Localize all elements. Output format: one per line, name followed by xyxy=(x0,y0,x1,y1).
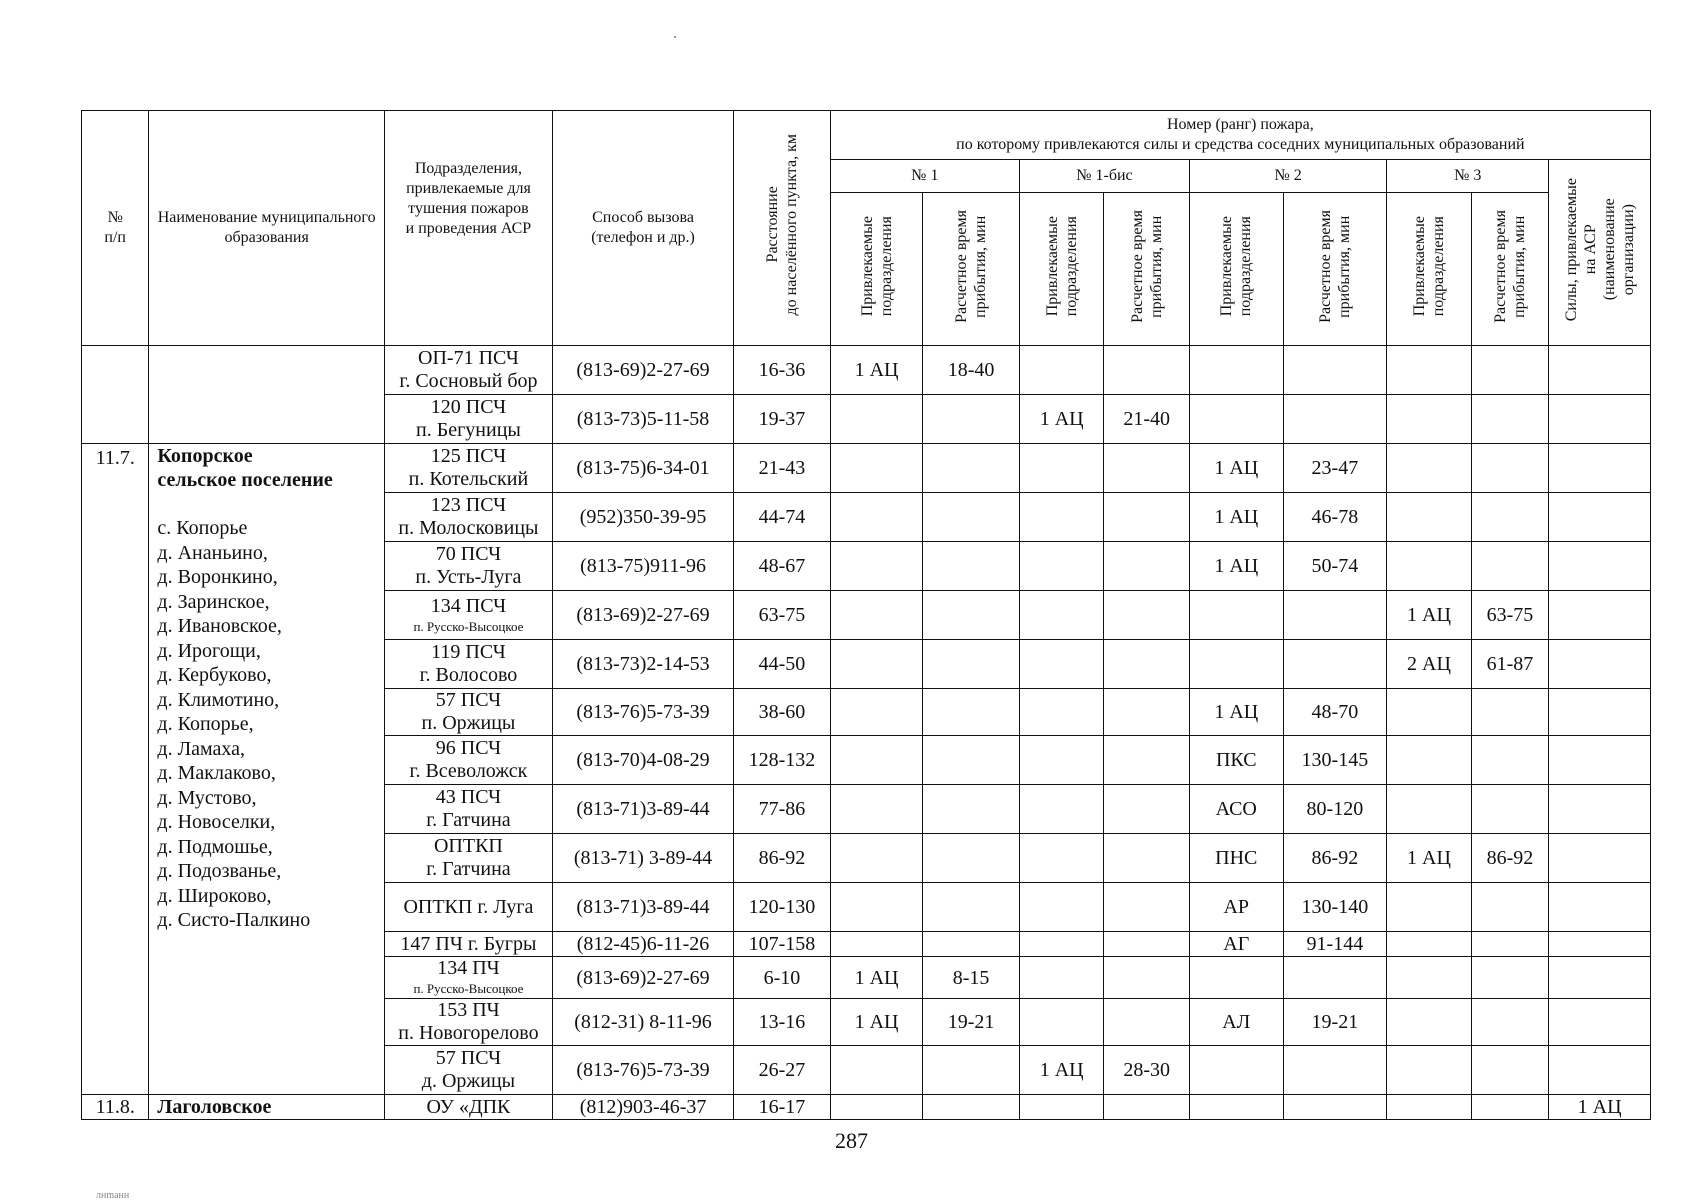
rank-value-cell: 1 АЦ xyxy=(1019,1046,1104,1095)
rank-value-cell xyxy=(830,883,923,932)
asr-cell xyxy=(1549,785,1651,834)
rank-value-cell xyxy=(1104,493,1190,542)
rank-value-cell xyxy=(1283,346,1387,395)
rank-value-cell xyxy=(1387,1046,1472,1095)
distance-cell: 120-130 xyxy=(734,883,831,932)
settlements-list xyxy=(157,516,383,933)
rank-value-cell: 19-21 xyxy=(923,999,1020,1046)
unit-name: 57 ПСЧ xyxy=(435,1047,502,1069)
settlement-item: д. Кербуково, xyxy=(157,664,272,686)
prev-num-cell xyxy=(82,346,149,444)
rank-value-cell xyxy=(1019,999,1104,1046)
unit-name: 147 ПЧ г. Бугры xyxy=(400,933,537,955)
rank-value-cell xyxy=(1104,689,1190,736)
rank-value-cell xyxy=(1019,689,1104,736)
rank-value-cell: 91-144 xyxy=(1283,932,1387,957)
rank-value-cell xyxy=(923,640,1020,689)
rank-value-cell xyxy=(1471,785,1548,834)
unit-cell xyxy=(384,785,552,834)
distance-cell: 48-67 xyxy=(734,542,831,591)
unit-cell xyxy=(384,640,552,689)
rank-value-cell xyxy=(1019,834,1104,883)
rank-value-cell xyxy=(923,689,1020,736)
asr-cell xyxy=(1549,883,1651,932)
rank-value-cell xyxy=(1471,444,1548,493)
rank-value-cell xyxy=(1019,932,1104,957)
rank-value-cell: 130-145 xyxy=(1283,736,1387,785)
distance-cell: 86-92 xyxy=(734,834,831,883)
rank-value-cell xyxy=(1471,493,1548,542)
rank-value-cell: АГ xyxy=(1189,932,1283,957)
rank-3-units-header: Привлекаемые подразделения xyxy=(1387,193,1472,346)
rank-value-cell xyxy=(1283,640,1387,689)
phone-cell: (813-69)2-27-69 xyxy=(552,957,733,999)
rank-value-cell: 1 АЦ xyxy=(1189,542,1283,591)
rank-value-cell xyxy=(923,542,1020,591)
rank-value-cell xyxy=(1387,542,1472,591)
rank-value-cell xyxy=(830,640,923,689)
rank-value-cell xyxy=(1104,834,1190,883)
rank-value-cell xyxy=(923,1046,1020,1095)
rank-value-cell xyxy=(1471,736,1548,785)
unit-cell xyxy=(384,689,552,736)
rank-value-cell xyxy=(1471,542,1548,591)
rank-value-cell xyxy=(1104,640,1190,689)
municipality-name: Лаголовское xyxy=(149,1095,384,1120)
rank-value-cell: 63-75 xyxy=(1471,591,1548,640)
table-row xyxy=(82,1095,1651,1120)
rank-1bis-header: № 1-бис xyxy=(1019,160,1189,193)
rank-value-cell xyxy=(1387,493,1472,542)
rank-value-cell xyxy=(1019,785,1104,834)
unit-name: 57 ПСЧ xyxy=(435,689,502,711)
rank-value-cell: 1 АЦ xyxy=(830,999,923,1046)
rank-value-cell: 19-21 xyxy=(1283,999,1387,1046)
settlement-item: д. Мустово, xyxy=(157,786,257,809)
distance-cell: 44-74 xyxy=(734,493,831,542)
rank-value-cell xyxy=(1471,689,1548,736)
unit-cell xyxy=(384,395,552,444)
unit-cell xyxy=(384,883,552,932)
phone-cell: (952)350-39-95 xyxy=(552,493,733,542)
rank-value-cell: 80-120 xyxy=(1283,785,1387,834)
rank-value-cell: 86-92 xyxy=(1471,834,1548,883)
asr-forces-header: Силы, привлекаемые на АСР (наименование организации) xyxy=(1549,160,1651,346)
unit-location: п. Оржицы xyxy=(421,712,516,734)
unit-location: п. Усть-Луга xyxy=(415,566,522,588)
rank-value-cell xyxy=(1104,957,1190,999)
unit-location: г. Гатчина xyxy=(426,809,511,831)
settlement-item: д. Широково, xyxy=(157,884,272,907)
unit-name: 125 ПСЧ xyxy=(430,445,507,467)
rank-1-header: № 1 xyxy=(830,160,1019,193)
settlement-item: д. Маклаково, xyxy=(157,762,276,784)
rank-value-cell xyxy=(1189,1046,1283,1095)
rank-value-cell: АР xyxy=(1189,883,1283,932)
rank-value-cell: 23-47 xyxy=(1283,444,1387,493)
rank-value-cell: 1 АЦ xyxy=(1387,591,1472,640)
unit-cell xyxy=(384,834,552,883)
rank-value-cell xyxy=(1019,1095,1104,1120)
distance-cell: 16-17 xyxy=(734,1095,831,1120)
scan-footer-stamp: лнmанн xyxy=(96,1190,130,1201)
phone-cell: (813-69)2-27-69 xyxy=(552,346,733,395)
rank-value-cell xyxy=(1387,346,1472,395)
rank-value-cell xyxy=(830,1046,923,1095)
unit-name: 134 ПЧ xyxy=(437,957,500,979)
rank-2-units-header: Привлекаемые подразделения xyxy=(1189,193,1283,346)
unit-cell xyxy=(384,591,552,640)
rank-value-cell xyxy=(1387,444,1472,493)
settlement-item: с. Копорье xyxy=(157,517,248,539)
unit-location: г. Волосово xyxy=(419,664,518,686)
unit-location: п. Котельский xyxy=(408,468,529,490)
phone-cell: (813-75)911-96 xyxy=(552,542,733,591)
rank-3-time-header: Расчетное время прибытия, мин xyxy=(1471,193,1548,346)
rank-value-cell xyxy=(1189,640,1283,689)
unit-cell: ОУ «ДПК xyxy=(384,1095,552,1120)
asr-cell xyxy=(1549,736,1651,785)
rank-value-cell: 1 АЦ xyxy=(830,957,923,999)
asr-cell: 1 АЦ xyxy=(1549,1095,1651,1120)
settlement-item: д. Ивановское, xyxy=(157,615,282,637)
rank-value-cell xyxy=(923,591,1020,640)
rank-value-cell xyxy=(923,883,1020,932)
rank-value-cell xyxy=(923,834,1020,883)
table-row xyxy=(82,346,1651,395)
page-number: 287 xyxy=(835,1128,868,1153)
rank-value-cell: 130-140 xyxy=(1283,883,1387,932)
rank-value-cell xyxy=(830,444,923,493)
rank-value-cell xyxy=(1104,591,1190,640)
rank-value-cell: 8-15 xyxy=(923,957,1020,999)
rank-value-cell xyxy=(1104,736,1190,785)
rank-1bis-units-header: Привлекаемые подразделения xyxy=(1019,193,1104,346)
phone-cell: (813-75)6-34-01 xyxy=(552,444,733,493)
phone-cell: (812)903-46-37 xyxy=(552,1095,733,1120)
unit-cell xyxy=(384,932,552,957)
rank-value-cell xyxy=(1189,1095,1283,1120)
settlement-item: д. Систо-Палкино xyxy=(157,909,311,931)
rank-value-cell: АЛ xyxy=(1189,999,1283,1046)
rank-value-cell xyxy=(923,785,1020,834)
rank-value-cell: 1 АЦ xyxy=(1387,834,1472,883)
rank-value-cell xyxy=(1019,542,1104,591)
col-header-distance: Расстояние до населённого пункта, км xyxy=(734,111,831,346)
asr-cell xyxy=(1549,591,1651,640)
distance-cell: 77-86 xyxy=(734,785,831,834)
phone-cell: (813-69)2-27-69 xyxy=(552,591,733,640)
phone-cell: (812-31) 8-11-96 xyxy=(552,999,733,1046)
rank-value-cell: ПКС xyxy=(1189,736,1283,785)
phone-cell: (813-70)4-08-29 xyxy=(552,736,733,785)
rank-value-cell xyxy=(830,1095,923,1120)
unit-name: 153 ПЧ xyxy=(437,999,500,1021)
unit-cell xyxy=(384,346,552,395)
rank-value-cell xyxy=(1104,883,1190,932)
municipality-name: Копорское xyxy=(157,445,253,467)
unit-location: д. Оржицы xyxy=(421,1070,516,1092)
rank-2-header: № 2 xyxy=(1189,160,1386,193)
unit-cell xyxy=(384,957,552,999)
distance-cell: 63-75 xyxy=(734,591,831,640)
col-header-mo-name: Наименование муниципального образования xyxy=(149,111,384,346)
rank-value-cell xyxy=(923,932,1020,957)
rank-value-cell xyxy=(1387,932,1472,957)
phone-cell: (813-73)5-11-58 xyxy=(552,395,733,444)
settlement-item: д. Климотино, xyxy=(157,688,280,711)
rank-value-cell xyxy=(1283,957,1387,999)
rank-value-cell xyxy=(830,542,923,591)
asr-cell xyxy=(1549,957,1651,999)
rank-value-cell xyxy=(1471,957,1548,999)
settlement-item: д. Подмошье, xyxy=(157,835,273,858)
unit-name: ОПТКП xyxy=(433,835,503,857)
rank-value-cell: 86-92 xyxy=(1283,834,1387,883)
rank-value-cell: 48-70 xyxy=(1283,689,1387,736)
unit-cell xyxy=(384,1046,552,1095)
asr-cell xyxy=(1549,395,1651,444)
rank-value-cell xyxy=(1387,395,1472,444)
rank-value-cell: ПНС xyxy=(1189,834,1283,883)
col-header-call: Способ вызова (телефон и др.) xyxy=(552,111,733,346)
unit-name: 70 ПСЧ xyxy=(435,543,502,565)
rank-value-cell xyxy=(1283,1046,1387,1095)
fire-forces-table xyxy=(81,110,1651,1120)
rank-value-cell xyxy=(1471,1095,1548,1120)
settlement-item: д. Воронкино, xyxy=(157,566,278,588)
rank-value-cell xyxy=(923,395,1020,444)
rank-value-cell xyxy=(1387,785,1472,834)
distance-cell: 19-37 xyxy=(734,395,831,444)
rank-value-cell: 46-78 xyxy=(1283,493,1387,542)
settlement-item: д. Заринское, xyxy=(157,590,270,613)
distance-cell: 13-16 xyxy=(734,999,831,1046)
rank-1-time-header: Расчетное время прибытия, мин xyxy=(923,193,1020,346)
rank-value-cell xyxy=(1019,640,1104,689)
settlement-item: д. Новоселки, xyxy=(157,811,276,833)
asr-cell xyxy=(1549,689,1651,736)
rank-value-cell xyxy=(830,591,923,640)
unit-name: 120 ПСЧ xyxy=(430,396,507,418)
rank-value-cell xyxy=(1104,346,1190,395)
table-body xyxy=(82,346,1651,1120)
unit-name: 123 ПСЧ xyxy=(430,494,507,516)
rank-value-cell xyxy=(1387,883,1472,932)
rank-value-cell xyxy=(1387,1095,1472,1120)
rank-value-cell xyxy=(1387,999,1472,1046)
phone-cell: (813-73)2-14-53 xyxy=(552,640,733,689)
rank-value-cell xyxy=(1019,957,1104,999)
unit-cell xyxy=(384,444,552,493)
unit-cell xyxy=(384,736,552,785)
rank-value-cell xyxy=(1019,883,1104,932)
rank-value-cell xyxy=(1019,736,1104,785)
phone-cell: (813-71)3-89-44 xyxy=(552,785,733,834)
rank-value-cell xyxy=(1104,542,1190,591)
rank-value-cell xyxy=(830,736,923,785)
unit-location: г. Сосновый бор xyxy=(399,370,538,392)
scan-speck xyxy=(674,36,676,38)
asr-cell xyxy=(1549,1046,1651,1095)
distance-cell: 38-60 xyxy=(734,689,831,736)
settlement-item: д. Подозванье, xyxy=(157,860,282,882)
asr-cell xyxy=(1549,493,1651,542)
phone-cell: (813-76)5-73-39 xyxy=(552,689,733,736)
rank-value-cell xyxy=(830,932,923,957)
asr-cell xyxy=(1549,834,1651,883)
unit-name: 134 ПСЧ xyxy=(430,594,507,617)
asr-cell xyxy=(1549,542,1651,591)
unit-name: 96 ПСЧ xyxy=(435,737,502,759)
rank-value-cell xyxy=(1471,346,1548,395)
phone-cell: (813-71)3-89-44 xyxy=(552,883,733,932)
col-header-rank-title: Номер (ранг) пожара, по которому привлекаются силы и средства соседних муниципальных образований xyxy=(830,111,1650,160)
rank-3-header: № 3 xyxy=(1387,160,1549,193)
row-number: 11.7. xyxy=(82,444,149,1095)
rank-value-cell xyxy=(1471,883,1548,932)
rank-value-cell xyxy=(830,834,923,883)
asr-cell xyxy=(1549,932,1651,957)
unit-name: 119 ПСЧ xyxy=(431,641,506,663)
municipality-name-type: сельское поселение xyxy=(157,469,333,491)
rank-value-cell xyxy=(830,493,923,542)
rank-value-cell xyxy=(1189,395,1283,444)
rank-value-cell xyxy=(1471,395,1548,444)
distance-cell: 44-50 xyxy=(734,640,831,689)
rank-value-cell xyxy=(1471,1046,1548,1095)
rank-value-cell: 21-40 xyxy=(1104,395,1190,444)
unit-location: п. Новогорелово xyxy=(398,1022,539,1044)
rank-value-cell: 1 АЦ xyxy=(1189,493,1283,542)
unit-location: п. Молосковицы xyxy=(398,517,539,539)
rank-value-cell xyxy=(923,1095,1020,1120)
col-header-num: № п/п xyxy=(82,111,149,346)
settlement-item: д. Копорье, xyxy=(157,713,254,735)
rank-value-cell xyxy=(1283,395,1387,444)
asr-cell xyxy=(1549,346,1651,395)
unit-name: ОПТКП г. Луга xyxy=(403,896,534,918)
rank-value-cell xyxy=(1189,591,1283,640)
rank-value-cell xyxy=(1104,999,1190,1046)
unit-location: п. Бегуницы xyxy=(416,419,521,441)
rank-value-cell xyxy=(1104,1095,1190,1120)
rank-value-cell xyxy=(830,689,923,736)
rank-value-cell xyxy=(1387,736,1472,785)
rank-value-cell xyxy=(830,785,923,834)
rank-value-cell xyxy=(1019,493,1104,542)
rank-value-cell xyxy=(1387,957,1472,999)
unit-name: ОП-71 ПСЧ xyxy=(418,347,519,369)
unit-location: п. Русско-Высоцкое xyxy=(413,618,524,634)
rank-1bis-time-header: Расчетное время прибытия, мин xyxy=(1104,193,1190,346)
unit-location: п. Русско-Высоцкое xyxy=(413,981,524,996)
municipality-cell xyxy=(149,444,384,1095)
rank-value-cell xyxy=(830,395,923,444)
unit-cell xyxy=(384,493,552,542)
distance-cell: 16-36 xyxy=(734,346,831,395)
asr-cell xyxy=(1549,999,1651,1046)
rank-value-cell: 61-87 xyxy=(1471,640,1548,689)
rank-value-cell xyxy=(1189,957,1283,999)
asr-cell xyxy=(1549,444,1651,493)
rank-value-cell xyxy=(1104,444,1190,493)
distance-cell: 107-158 xyxy=(734,932,831,957)
phone-cell: (812-45)6-11-26 xyxy=(552,932,733,957)
rank-2-time-header: Расчетное время прибытия, мин xyxy=(1283,193,1387,346)
unit-name: 43 ПСЧ xyxy=(435,786,502,808)
rank-value-cell: 1 АЦ xyxy=(1189,689,1283,736)
rank-value-cell: 50-74 xyxy=(1283,542,1387,591)
rank-value-cell xyxy=(1019,444,1104,493)
rank-value-cell xyxy=(1019,346,1104,395)
rank-value-cell xyxy=(1283,1095,1387,1120)
rank-value-cell xyxy=(1019,591,1104,640)
rank-value-cell: 1 АЦ xyxy=(1189,444,1283,493)
distance-cell: 6-10 xyxy=(734,957,831,999)
table-row xyxy=(82,444,1651,493)
prev-mo-cell xyxy=(149,346,384,444)
rank-value-cell xyxy=(1471,932,1548,957)
rank-value-cell xyxy=(923,444,1020,493)
rank-value-cell: 1 АЦ xyxy=(1019,395,1104,444)
unit-location: г. Всеволожск xyxy=(409,760,528,782)
asr-cell xyxy=(1549,640,1651,689)
rank-value-cell xyxy=(1387,689,1472,736)
rank-value-cell xyxy=(1189,346,1283,395)
rank-value-cell xyxy=(1471,999,1548,1046)
rank-value-cell: АСО xyxy=(1189,785,1283,834)
rank-value-cell: 2 АЦ xyxy=(1387,640,1472,689)
row-number: 11.8. xyxy=(82,1095,149,1120)
rank-value-cell: 28-30 xyxy=(1104,1046,1190,1095)
phone-cell: (813-76)5-73-39 xyxy=(552,1046,733,1095)
distance-cell: 21-43 xyxy=(734,444,831,493)
rank-1-units-header: Привлекаемые подразделения xyxy=(830,193,923,346)
col-header-units: Подразделения, привлекаемые для тушения пожаров и проведения АСР xyxy=(384,111,552,346)
rank-value-cell xyxy=(1104,785,1190,834)
unit-cell xyxy=(384,542,552,591)
rank-value-cell: 1 АЦ xyxy=(830,346,923,395)
rank-value-cell xyxy=(1283,591,1387,640)
distance-cell: 26-27 xyxy=(734,1046,831,1095)
rank-value-cell xyxy=(923,493,1020,542)
settlement-item: д. Ананьино, xyxy=(157,541,268,564)
rank-value-cell xyxy=(1104,932,1190,957)
phone-cell: (813-71) 3-89-44 xyxy=(552,834,733,883)
rank-value-cell: 18-40 xyxy=(923,346,1020,395)
unit-location: г. Гатчина xyxy=(426,858,511,880)
rank-value-cell xyxy=(923,736,1020,785)
settlement-item: д. Ламаха, xyxy=(157,737,246,760)
unit-cell xyxy=(384,999,552,1046)
settlement-item: д. Ирогощи, xyxy=(157,639,261,662)
distance-cell: 128-132 xyxy=(734,736,831,785)
